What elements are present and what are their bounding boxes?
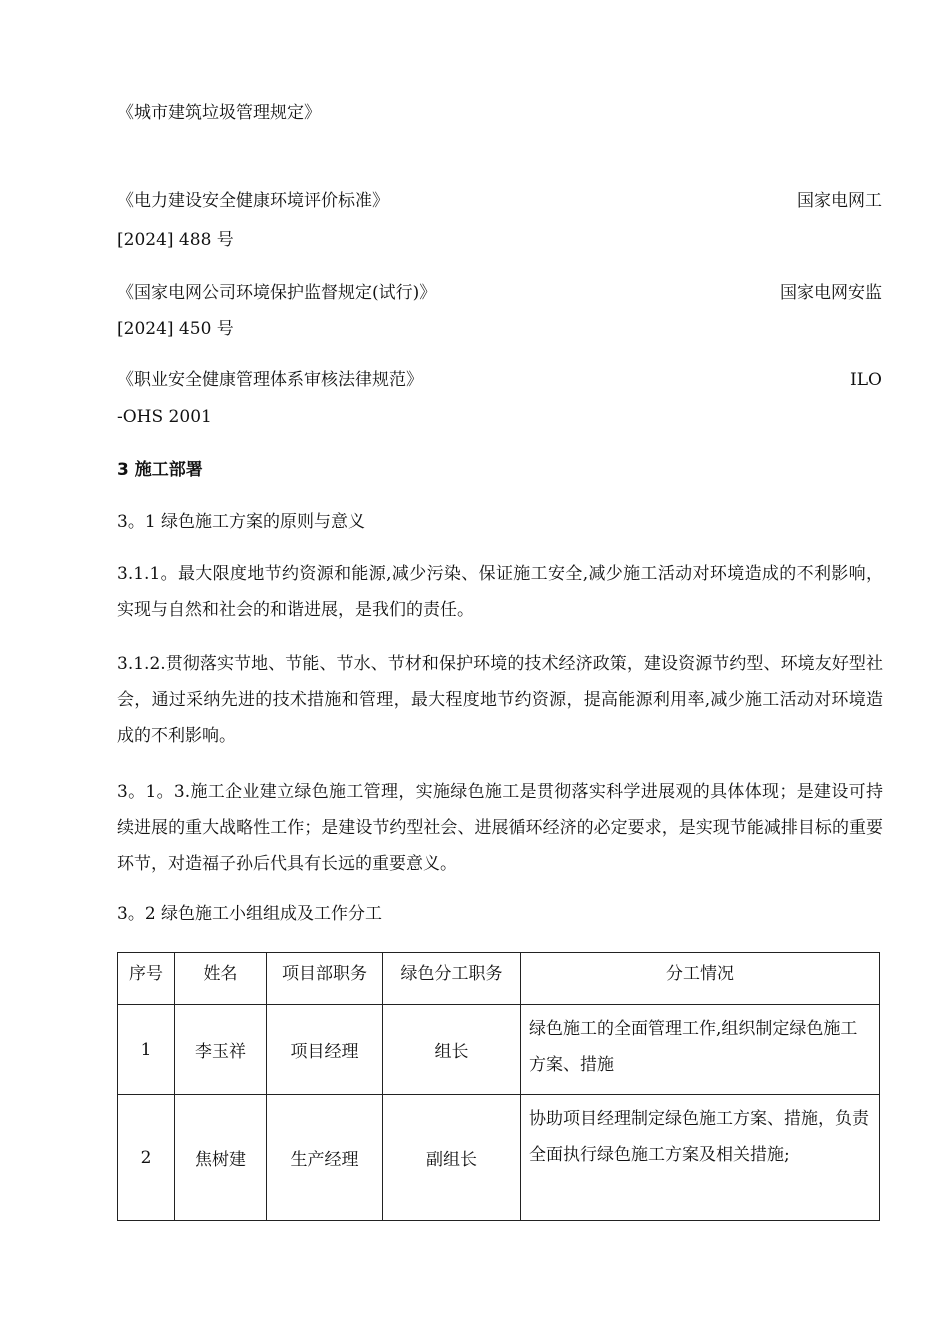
paragraph-3-1-1: 3.1.1。最大限度地节约资源和能源,减少污染、保证施工安全,减少施工活动对环境造成的不利影响，实现与自然和社会的和谐进展，是我们的责任。	[117, 564, 883, 620]
reference-4-source-cont: -OHS 2001	[117, 407, 212, 427]
reference-4-title: 《职业安全健康管理体系审核法律规范》	[117, 370, 423, 390]
cell-project-role: 生产经理	[267, 1095, 383, 1221]
team-table	[117, 952, 880, 1221]
reference-3-source-cont: [2024] 450 号	[117, 319, 234, 339]
reference-3-title: 《国家电网公司环境保护监督规定(试行)》	[117, 283, 437, 303]
table-row	[118, 1095, 880, 1221]
cell-green-role: 组长	[383, 1005, 521, 1095]
cell-project-role: 项目经理	[267, 1005, 383, 1095]
cell-name: 李玉祥	[175, 1005, 267, 1095]
header-duty: 分工情况	[521, 953, 880, 1005]
cell-green-role: 副组长	[383, 1095, 521, 1221]
table-row	[118, 1005, 880, 1095]
table-header-row	[118, 953, 880, 1005]
header-index: 序号	[118, 953, 175, 1005]
reference-1-title: 《城市建筑垃圾管理规定》	[117, 103, 321, 123]
paragraph-3-1-3: 3。1。3.施工企业建立绿色施工管理，实施绿色施工是贯彻落实科学进展观的具体体现；是建设可持续进展的重大战略性工作；是建设节约型社会、进展循环经济的必定要求，是实现节能减排目标的重要环节，对造福子孙后代具有长远的重要意义。	[117, 782, 883, 874]
paragraph-3-1-2: 3.1.2.贯彻落实节地、节能、节水、节材和保护环境的技术经济政策，建设资源节约型、环境友好型社会，通过采纳先进的技术措施和管理，最大程度地节约资源，提高能源利用率,减少施工活动对环境造成的不利影响。	[117, 654, 883, 746]
reference-4-source: ILO	[850, 370, 882, 390]
cell-duty: 绿色施工的全面管理工作,组织制定绿色施工方案、措施	[521, 1005, 880, 1095]
header-name: 姓名	[175, 953, 267, 1005]
cell-name: 焦树建	[175, 1095, 267, 1221]
section-heading: 3 施工部署	[117, 460, 203, 480]
reference-2	[117, 190, 882, 212]
cell-index: 1	[118, 1005, 175, 1095]
subsection-heading-2: 3。2 绿色施工小组组成及工作分工	[117, 904, 383, 924]
reference-3-source: 国家电网安监	[780, 283, 882, 303]
header-project-role: 项目部职务	[267, 953, 383, 1005]
header-green-role: 绿色分工职务	[383, 953, 521, 1005]
reference-2-title: 《电力建设安全健康环境评价标准》	[117, 191, 389, 211]
reference-3	[117, 282, 882, 304]
reference-4	[117, 369, 882, 391]
cell-index: 2	[118, 1095, 175, 1221]
cell-duty: 协助项目经理制定绿色施工方案、措施，负责全面执行绿色施工方案及相关措施;	[521, 1095, 880, 1221]
reference-2-source-cont: [2024] 488 号	[117, 230, 234, 250]
subsection-heading-1: 3。1 绿色施工方案的原则与意义	[117, 512, 366, 532]
reference-2-source: 国家电网工	[797, 191, 882, 211]
